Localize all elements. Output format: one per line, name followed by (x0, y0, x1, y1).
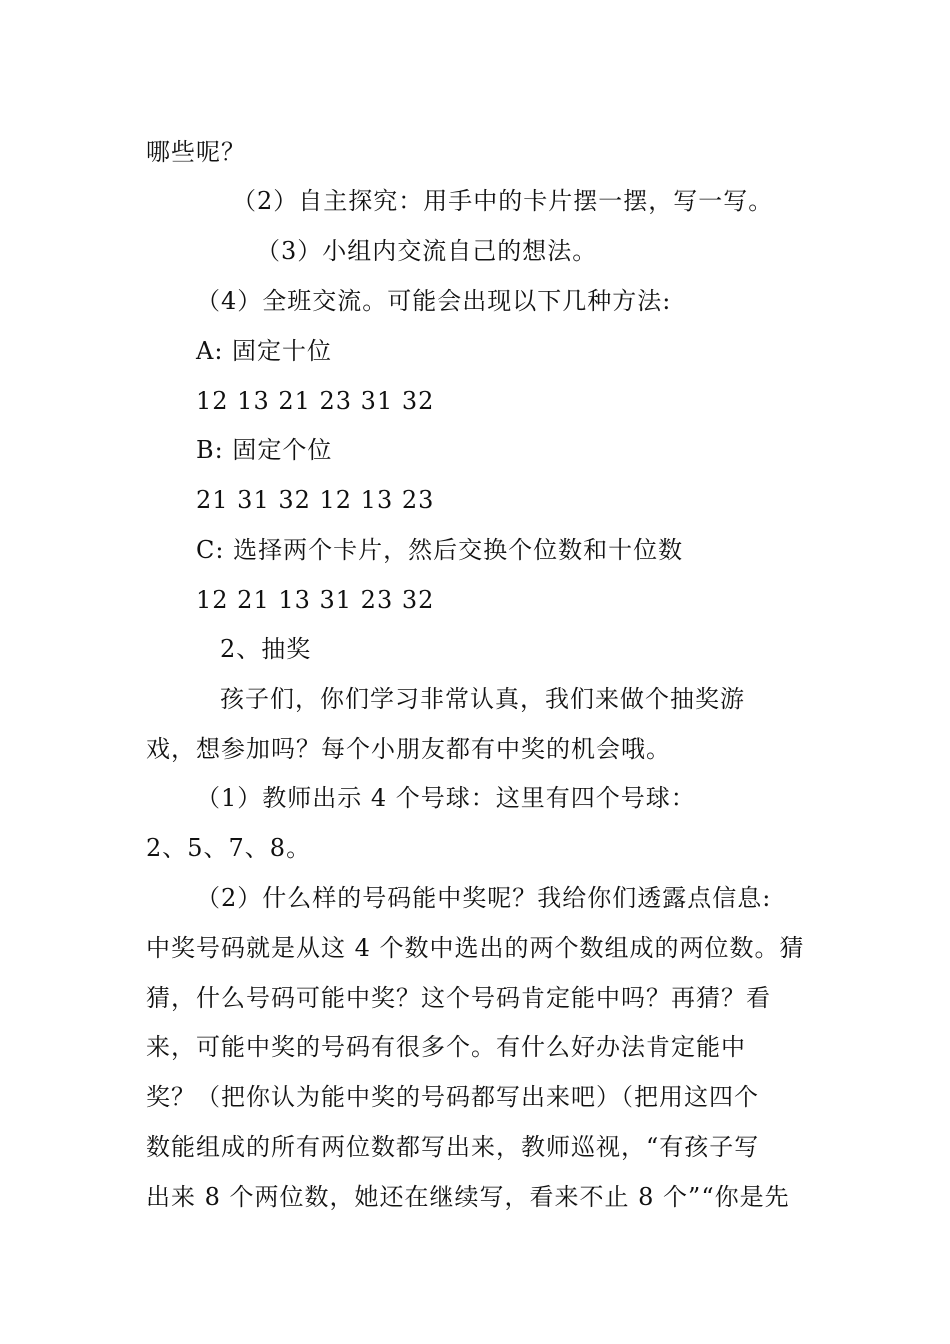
text-line: 哪些呢？ (146, 138, 246, 166)
text-line: （2）自主探究：用手中的卡片摆一摆，写一写。 (232, 187, 774, 215)
text-line: 来，可能中奖的号码有很多个。有什么好办法肯定能中 (146, 1033, 746, 1061)
text-line: 中奖号码就是从这 4 个数中选出的两个数组成的两位数。猜 (146, 934, 805, 962)
text-line: 2、5、7、8。 (146, 834, 312, 862)
text-line: 12 21 13 31 23 32 (196, 586, 435, 614)
text-line: 出来 8 个两位数，她还在继续写，看来不止 8 个”“你是先 (146, 1183, 790, 1211)
text-line: （2）什么样的号码能中奖呢？我给你们透露点信息: (196, 884, 772, 912)
text-line: 数能组成的所有两位数都写出来，教师巡视，“有孩子写 (146, 1133, 760, 1161)
text-line: B: 固定个位 (196, 436, 333, 464)
text-line: （3）小组内交流自己的想法。 (256, 237, 598, 265)
text-line: 戏，想参加吗？每个小朋友都有中奖的机会哦。 (146, 735, 671, 763)
text-line: 奖？（把你认为能中奖的号码都写出来吧）（把用这四个 (146, 1083, 759, 1111)
text-line: A: 固定十位 (196, 337, 333, 365)
text-line: 孩子们，你们学习非常认真，我们来做个抽奖游 (220, 685, 745, 713)
text-line: 21 31 32 12 13 23 (196, 486, 435, 514)
section-heading: 2、抽奖 (220, 635, 312, 663)
text-line: （1）教师出示 4 个号球：这里有四个号球： (196, 784, 696, 812)
text-line: （4）全班交流。可能会出现以下几种方法: (196, 287, 672, 315)
text-line: 12 13 21 23 31 32 (196, 387, 435, 415)
text-line: 猜，什么号码可能中奖？这个号码肯定能中吗？再猜？看 (146, 984, 771, 1012)
text-line: C: 选择两个卡片，然后交换个位数和十位数 (196, 536, 684, 564)
